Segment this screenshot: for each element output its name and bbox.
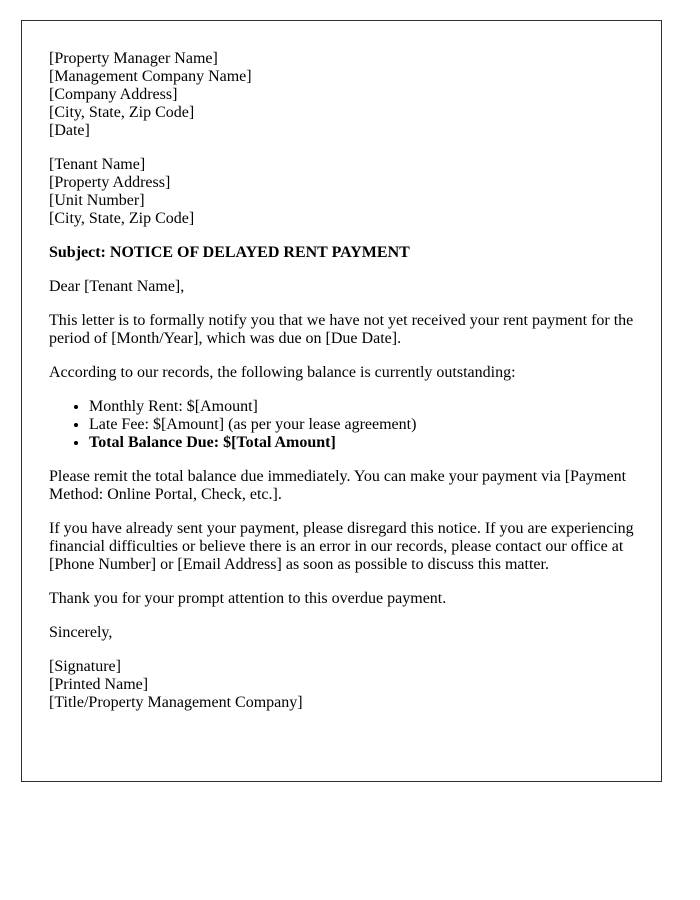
paragraph-intro: This letter is to formally notify you that we have not yet received your rent payment for the period of [Month/Year], which was due on [Due Date]. [49, 312, 634, 347]
list-item-late-fee: • Late Fee: $[Amount] (as per your lease agreement) [89, 416, 634, 434]
sender-address-block [49, 50, 634, 140]
closing: Sincerely, [49, 624, 113, 641]
sender-name-line: [Property Manager Name] [49, 50, 218, 67]
salutation: Dear [Tenant Name], [49, 278, 185, 295]
title-company-line: [Title/Property Management Company] [49, 694, 303, 711]
letter-frame [21, 20, 662, 782]
signature-block [49, 658, 634, 712]
paragraph-disregard: If you have already sent your payment, please disregard this notice. If you are experiencing financial difficulties or believe there is an error in our records, please contact our office at [Phone Number] or [Email Address] as soon as possible to discuss this matter. [49, 520, 634, 573]
printed-name-line: [Printed Name] [49, 676, 149, 693]
sender-address-line: [Company Address] [49, 86, 178, 103]
balance-list [49, 398, 634, 452]
recipient-name-line: [Tenant Name] [49, 156, 146, 173]
recipient-address-block [49, 156, 634, 228]
subject-line: Subject: NOTICE OF DELAYED RENT PAYMENT [49, 244, 410, 261]
paragraph-remit: Please remit the total balance due immediately. You can make your payment via [Payment Method: Online Portal, Check, etc.]. [49, 468, 627, 503]
paragraph-records: According to our records, the following balance is currently outstanding: [49, 364, 516, 381]
paragraph-thanks: Thank you for your prompt attention to this overdue payment. [49, 590, 447, 607]
letter-date-line: [Date] [49, 122, 90, 139]
list-item-total-balance-due: • Total Balance Due: $[Total Amount] [89, 434, 634, 452]
signature-line: [Signature] [49, 658, 121, 675]
sender-company-line: [Management Company Name] [49, 68, 252, 85]
recipient-property-line: [Property Address] [49, 174, 171, 191]
list-item-monthly-rent: • Monthly Rent: $[Amount] [89, 398, 634, 416]
recipient-unit-line: [Unit Number] [49, 192, 145, 209]
sender-city-line: [City, State, Zip Code] [49, 104, 195, 121]
recipient-city-line: [City, State, Zip Code] [49, 210, 195, 227]
